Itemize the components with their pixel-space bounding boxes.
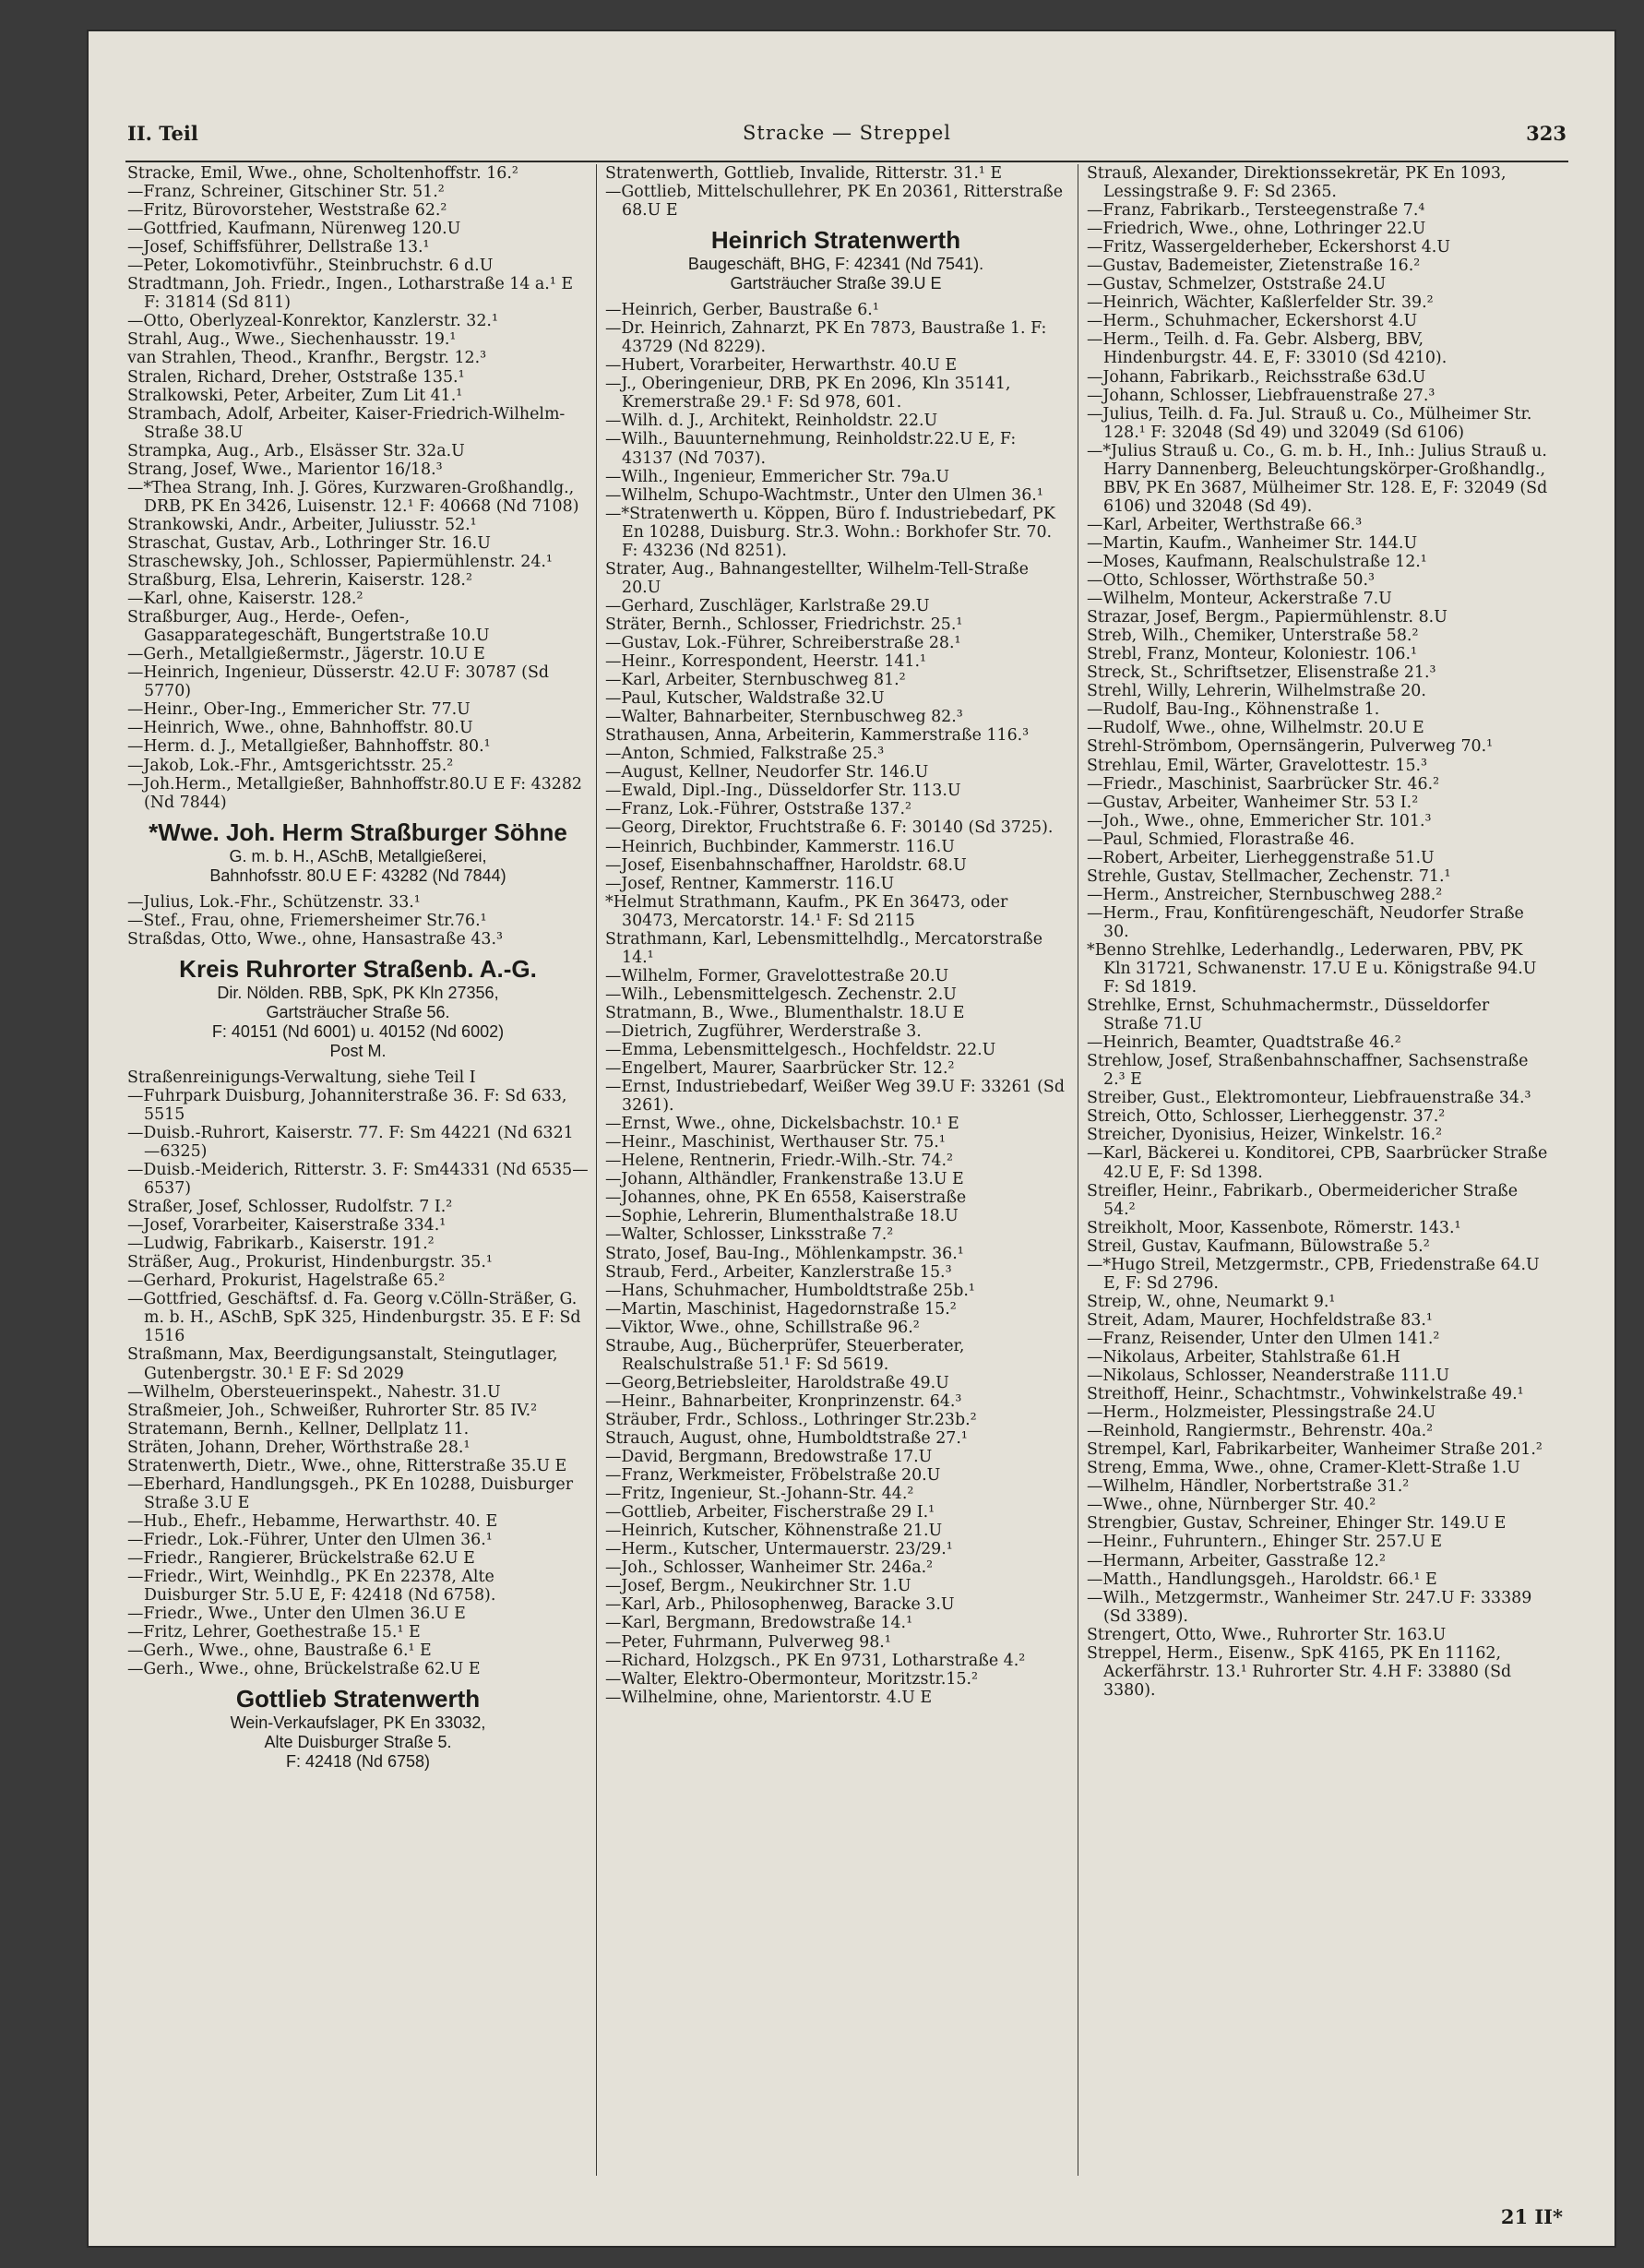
directory-entry: —Ewald, Dipl.-Ing., Düsseldorfer Str. 113.U (605, 782, 961, 801)
directory-entry: Strempel, Karl, Fabrikarbeiter, Wanheimer Straße 201.² (1087, 1440, 1543, 1460)
directory-entry: —Johann, Fabrikarb., Reichsstraße 63d.U (1087, 367, 1426, 387)
directory-entry: —Wilhelm, Former, Gravelottestraße 20.U (605, 966, 949, 985)
directory-entry: Straßburg, Elsa, Lehrerin, Kaiserstr. 128.² (127, 571, 472, 591)
directory-entry: —Gerhard, Zuschläger, Karlstraße 29.U (605, 596, 930, 615)
directory-entry: Straschat, Gustav, Arb., Lothringer Str. 16.U (127, 533, 491, 553)
directory-entry: Streithoff, Heinr., Schachtmstr., Vohwinkelstraße 49.¹ (1087, 1385, 1524, 1404)
directory-entry: —Karl, Arbeiter, Werthstraße 66.³ (1087, 515, 1363, 534)
advertisement-heinrich (605, 225, 1066, 293)
directory-entry: Sträten, Johann, Dreher, Wörthstraße 28.¹ (127, 1438, 471, 1457)
directory-entry: —Hans, Schuhmacher, Humboldtstraße 25b.¹ (605, 1281, 975, 1300)
directory-entry: Stratenwerth, Dietr., Wwe., ohne, Ritterstraße 35.U E (127, 1456, 567, 1475)
directory-entry: Streit, Adam, Maurer, Hochfeldstraße 83.¹ (1087, 1310, 1433, 1330)
directory-entry: —J., Oberingenieur, DRB, PK En 2096, Kln 35141, Kremerstraße 29.¹ F: Sd 978, 601. (605, 375, 1011, 412)
directory-entry: —Robert, Arbeiter, Lierheggenstraße 51.U (1087, 848, 1435, 867)
directory-entry: —Heinr., Korrespondent, Heerstr. 141.¹ (605, 652, 927, 672)
directory-entry: —Friedr., Rangierer, Brückelstraße 62.U E (127, 1549, 475, 1568)
directory-entry: Strathausen, Anna, Arbeiterin, Kammerstraße 116.³ (605, 726, 1030, 746)
directory-entry: —Fritz, Lehrer, Goethestraße 15.¹ E (127, 1623, 421, 1642)
directory-entry: —Karl, Arb., Philosophenweg, Baracke 3.U (605, 1595, 955, 1615)
ad-title: Kreis Ruhrorter Straßenb. A.-G. (179, 954, 537, 983)
directory-entry: Strengbier, Gustav, Schreiner, Ehinger Str. 149.U E (1087, 1514, 1507, 1534)
directory-entry: —Karl, ohne, Kaiserstr. 128.² (127, 590, 363, 609)
directory-entry: —Friedrich, Wwe., ohne, Lothringer 22.U (1087, 220, 1426, 239)
directory-entry: Stratemann, Bernh., Kellner, Dellplatz 11. (127, 1419, 470, 1438)
entry-list (605, 301, 1066, 1707)
directory-entry: —Joh., Schlosser, Wanheimer Str. 246a.² (605, 1558, 934, 1578)
directory-entry: —Gustav, Arbeiter, Wanheimer Str. 53 I.² (1087, 793, 1419, 812)
directory-entry: —Heinr., Bahnarbeiter, Kronprinzenstr. 64.³ (605, 1391, 962, 1411)
directory-entry: Streicher, Dyonisius, Heizer, Winkelstr. 16.² (1087, 1126, 1443, 1145)
column-2 (605, 164, 1066, 1707)
directory-entry: Strauß, Alexander, Direktionssekretär, PK En 1093, Lessingstraße 9. F: Sd 2365. (1087, 164, 1507, 202)
directory-entry: —*Hugo Streil, Metzgermstr., CPB, Friedenstraße 64.U E, F: Sd 2796. (1087, 1255, 1540, 1293)
directory-entry: —David, Bergmann, Bredowstraße 17.U (605, 1448, 933, 1467)
directory-entry: Sträuber, Frdr., Schloss., Lothringer Str.23b.² (605, 1410, 977, 1429)
directory-entry: —Moses, Kaufmann, Realschulstraße 12.¹ (1087, 552, 1427, 571)
column-3 (1087, 164, 1548, 1700)
directory-entry: —Rudolf, Wwe., ohne, Wilhelmstr. 20.U E (1087, 719, 1424, 738)
directory-entry: —*Julius Strauß u. Co., G. m. b. H., Inh.: Julius Strauß u. Harry Dannenberg, Beleuchtungskörper-Großhandlg., BBV, PK En 3687, Mülheimer Str. 128. E, F: 32049 (Sd 6106) und 32048 (Sd 49). (1087, 441, 1548, 516)
directory-entry: —Gottlieb, Arbeiter, Fischerstraße 29 I.¹ (605, 1503, 935, 1522)
directory-entry: Strater, Aug., Bahnangestellter, Wilhelm-Tell-Straße 20.U (605, 559, 1029, 597)
directory-entry: —Franz, Reisender, Unter den Ulmen 141.² (1087, 1329, 1440, 1348)
directory-entry: —Georg,Betriebsleiter, Haroldstraße 49.U (605, 1373, 949, 1392)
directory-entry: —Heinrich, Wwe., ohne, Bahnhoffstr. 80.U (127, 719, 473, 738)
directory-entry: —Franz, Fabrikarb., Tersteegenstraße 7.⁴ (1087, 201, 1425, 221)
directory-entry: Strehlke, Ernst, Schuhmachermstr., Düsseldorfer Straße 71.U (1087, 997, 1490, 1034)
directory-entry: —Hub., Ehefr., Hebamme, Herwarthstr. 40. E (127, 1511, 498, 1531)
signature-mark: 21 II* (1500, 2205, 1563, 2228)
directory-entry: —Viktor, Wwe., ohne, Schillstraße 96.² (605, 1318, 920, 1337)
directory-entry: —Heinrich, Beamter, Quadtstraße 46.² (1087, 1033, 1401, 1053)
directory-entry: Strampka, Aug., Arb., Elsässer Str. 32a.U (127, 441, 465, 460)
directory-entry: —*Stratenwerth u. Köppen, Büro f. Industriebedarf, PK En 10288, Duisburg. Str.3. Wohn.: Borkhofer Str. 70. F: 43236 (Nd 8251). (605, 504, 1055, 560)
directory-entry: —Heinrich, Buchbinder, Kammerstr. 116.U (605, 837, 955, 856)
directory-entry: —Wilhelmine, ohne, Marientorstr. 4.U E (605, 1688, 933, 1707)
ad-lines (127, 847, 589, 886)
directory-entry: —Karl, Bäckerei u. Konditorei, CPB, Saarbrücker Straße 42.U E, F: Sd 1398. (1087, 1144, 1548, 1182)
entry-list (127, 164, 589, 812)
directory-entry: —Wwe., ohne, Nürnberger Str. 40.² (1087, 1496, 1376, 1515)
directory-entry: —Heinrich, Wächter, Kaßlerfelder Str. 39.² (1087, 293, 1434, 313)
directory-entry: —Nikolaus, Schlosser, Neanderstraße 111.U (1087, 1367, 1449, 1386)
directory-entry: Straßburger, Aug., Herde-, Oefen-, Gasapparategeschäft, Bungertstraße 10.U (127, 608, 490, 646)
directory-entry: Streppel, Herm., Eisenw., SpK 4165, PK En 11162, Ackerfährstr. 13.¹ Ruhrorter Str. 4.H F: 33880 (Sd 3380). (1087, 1643, 1512, 1700)
directory-entry: —Georg, Direktor, Fruchtstraße 6. F: 30140 (Sd 3725). (605, 818, 1054, 838)
directory-entry: —Franz, Werkmeister, Fröbelstraße 20.U (605, 1466, 941, 1486)
ad-line: Post M. (329, 1041, 387, 1060)
directory-entry: —Josef, Eisenbahnschaffner, Haroldstr. 68.U (605, 855, 967, 875)
directory-entry: —Karl, Arbeiter, Sternbuschweg 81.² (605, 671, 906, 690)
directory-entry: —Duisb.-Ruhrort, Kaiserstr. 77. F: Sm 44221 (Nd 6321—6325) (127, 1123, 574, 1161)
directory-entry: —Heinr., Ober-Ing., Emmericher Str. 77.U (127, 700, 471, 720)
ad-title: Heinrich Stratenwerth (710, 226, 961, 255)
directory-entry: —Josef, Vorarbeiter, Kaiserstraße 334.¹ (127, 1216, 447, 1235)
directory-entry: Stratenwerth, Gottlieb, Invalide, Ritterstr. 31.¹ E (605, 164, 1003, 183)
directory-entry: —August, Kellner, Neudorfer Str. 146.U (605, 763, 929, 782)
ad-line: Gartsträucher Straße 56. (266, 1002, 450, 1021)
directory-entry: —Nikolaus, Arbeiter, Stahlstraße 61.H (1087, 1348, 1400, 1367)
directory-entry: —Otto, Schlosser, Wörthstraße 50.³ (1087, 571, 1375, 591)
directory-entry: —Wilh., Bauunternehmung, Reinholdstr.22.U E, F: 43137 (Nd 7037). (605, 430, 1017, 468)
ad-lines (605, 255, 1066, 293)
ad-line: Baugeschäft, BHG, F: 42341 (Nd 7541). (687, 255, 984, 274)
ad-title: Gottlieb Stratenwerth (235, 1685, 481, 1713)
ad-line: Gartsträucher Straße 39.U E (730, 274, 942, 293)
directory-entry: Strazar, Josef, Bergm., Papiermühlenstr. 8.U (1087, 608, 1447, 627)
directory-entry: Straschewsky, Joh., Schlosser, Papiermühlenstr. 24.¹ (127, 552, 553, 571)
directory-entry: —Jakob, Lok.-Fhr., Amtsgerichtsstr. 25.² (127, 756, 454, 775)
directory-entry: —Joh.Herm., Metallgießer, Bahnhoffstr.80.U E F: 43282 (Nd 7844) (127, 774, 582, 812)
directory-entry: —Gerh., Metallgießermstr., Jägerstr. 10.U E (127, 645, 485, 664)
directory-entry: Stratmann, B., Wwe., Blumenthalstr. 18.U E (605, 1003, 965, 1022)
directory-entry: —Fuhrpark Duisburg, Johanniterstraße 36. F: Sd 633, 5515 (127, 1086, 567, 1124)
directory-entry: Streng, Emma, Wwe., ohne, Cramer-Klett-Straße 1.U (1087, 1459, 1520, 1478)
directory-entry: —Dr. Heinrich, Zahnarzt, PK En 7873, Baustraße 1. F: 43729 (Nd 8229). (605, 319, 1047, 357)
directory-entry: Strauch, August, ohne, Humboldtstraße 27.¹ (605, 1429, 968, 1448)
directory-entry: —Gustav, Schmelzer, Oststraße 24.U (1087, 275, 1387, 294)
ad-line: Bahnhofsstr. 80.U E F: 43282 (Nd 7844) (209, 865, 506, 885)
directory-entry: —Franz, Schreiner, Gitschiner Str. 51.² (127, 183, 445, 202)
directory-entry: —Martin, Maschinist, Hagedornstraße 15.² (605, 1299, 957, 1319)
directory-entry: —Joh., Wwe., ohne, Emmericher Str. 101.³ (1087, 811, 1432, 830)
directory-entry: —Julius, Lok.-Fhr., Schützenstr. 33.¹ (127, 892, 421, 912)
directory-entry: —Emma, Lebensmittelgesch., Hochfeldstr. 22.U (605, 1041, 996, 1060)
directory-entry: —Wilhelm, Schupo-Wachtmstr., Unter den Ulmen 36.¹ (605, 485, 1043, 505)
directory-entry: Streb, Wilh., Chemiker, Unterstraße 58.² (1087, 627, 1419, 646)
ad-lines (127, 984, 589, 1061)
directory-entry: —Reinhold, Rangiermstr., Behrenstr. 40a.² (1087, 1422, 1434, 1441)
ad-line: F: 42418 (Nd 6758) (285, 1752, 431, 1772)
directory-entry: —Julius, Teilh. d. Fa. Jul. Strauß u. Co., Mülheimer Str. 128.¹ F: 32048 (Sd 49) und 32049 (Sd 6106) (1087, 404, 1532, 442)
directory-entry: —Otto, Oberlyzeal-Konrektor, Kanzlerstr. 32.¹ (127, 312, 498, 331)
directory-entry: —Gerh., Wwe., ohne, Baustraße 6.¹ E (127, 1641, 432, 1661)
directory-entry: —Paul, Schmied, Florastraße 46. (1087, 830, 1355, 849)
directory-entry: Straßenreinigungs-Verwaltung, siehe Teil I (127, 1068, 476, 1087)
directory-entry: —Herm., Schuhmacher, Eckershorst 4.U (1087, 312, 1418, 331)
directory-entry: Streich, Otto, Schlosser, Lierheggenstr. 37.² (1087, 1107, 1446, 1127)
directory-entry: Strehlow, Josef, Straßenbahnschaffner, Sachsenstraße 2.³ E (1087, 1052, 1529, 1090)
directory-entry: —Paul, Kutscher, Waldstraße 32.U (605, 689, 885, 709)
directory-entry: —Gustav, Lok.-Führer, Schreiberstraße 28.¹ (605, 633, 961, 652)
directory-entry: van Strahlen, Theod., Kranfhr., Bergstr. 12.³ (127, 349, 487, 368)
directory-entry: —Gottlieb, Mittelschullehrer, PK En 20361, Ritterstraße 68.U E (605, 183, 1064, 221)
directory-entry: —Walter, Bahnarbeiter, Sternbuschweg 82.³ (605, 708, 963, 727)
directory-entry: Streiber, Gust., Elektromonteur, Liebfrauenstraße 34.³ (1087, 1089, 1531, 1108)
directory-entry: —Gerhard, Prokurist, Hagelstraße 65.² (127, 1271, 446, 1291)
directory-entry: Strengert, Otto, Wwe., Ruhrorter Str. 163.U (1087, 1625, 1447, 1644)
directory-entry: Strathmann, Karl, Lebensmittelhdlg., Mercatorstraße 14.¹ (605, 929, 1043, 967)
directory-entry: Stracke, Emil, Wwe., ohne, Scholtenhoffstr. 16.² (127, 164, 518, 183)
directory-entry: Sträßer, Aug., Prokurist, Hindenburgstr. 35.¹ (127, 1253, 493, 1272)
directory-entry: Strebl, Franz, Monteur, Koloniestr. 106.¹ (1087, 645, 1417, 664)
directory-entry: —Walter, Elektro-Obermonteur, Moritzstr.15.² (605, 1669, 979, 1689)
directory-entry: Strehl, Willy, Lehrerin, Wilhelmstraße 20. (1087, 682, 1426, 701)
directory-entry: Straßmann, Max, Beerdigungsanstalt, Steingutlager, Gutenbergstr. 30.¹ E F: Sd 2029 (127, 1345, 558, 1383)
directory-entry: —Fritz, Wassergelderheber, Eckershorst 4.U (1087, 238, 1450, 257)
directory-entry: —Heinrich, Kutscher, Köhnenstraße 21.U (605, 1522, 943, 1541)
name-range: Stracke — Streppel (743, 122, 951, 144)
directory-entry: —Herm., Teilh. d. Fa. Gebr. Alsberg, BBV, Hindenburgstr. 44. E, F: 33010 (Sd 4210). (1087, 330, 1447, 368)
column-divider (596, 164, 597, 2176)
directory-entry: —Dietrich, Zugführer, Werderstraße 3. (605, 1021, 922, 1041)
directory-entry: Stradtmann, Joh. Friedr., Ingen., Lotharstraße 14 a.¹ E F: 31814 (Sd 811) (127, 275, 574, 313)
directory-entry: *Benno Strehlke, Lederhandlg., Lederwaren, PBV, PK Kln 31721, Schwanenstr. 17.U E u. Königstraße 94.U F: Sd 1819. (1087, 940, 1537, 997)
directory-entry: —Matth., Handlungsgeh., Haroldstr. 66.¹ E (1087, 1570, 1437, 1589)
directory-entry: —Franz, Lok.-Führer, Oststraße 137.² (605, 800, 911, 819)
directory-entry: —Walter, Schlosser, Linksstraße 7.² (605, 1225, 894, 1245)
directory-entry: —Karl, Bergmann, Bredowstraße 14.¹ (605, 1614, 913, 1633)
directory-entry: —Rudolf, Bau-Ing., Köhnenstraße 1. (1087, 700, 1380, 720)
directory-entry: —Josef, Rentner, Kammerstr. 116.U (605, 874, 895, 893)
directory-entry: Streikholt, Moor, Kassenbote, Römerstr. 143.¹ (1087, 1218, 1461, 1237)
directory-entry: —Friedr., Wirt, Weinhdlg., PK En 22378, Alte Duisburger Str. 5.U E, F: 42418 (Nd 6758). (127, 1568, 496, 1606)
directory-entry: —Friedr., Maschinist, Saarbrücker Str. 46.² (1087, 774, 1440, 794)
directory-entry: —Johann, Schlosser, Liebfrauenstraße 27.³ (1087, 386, 1436, 405)
directory-entry: —Ludwig, Fabrikarb., Kaiserstr. 191.² (127, 1235, 435, 1254)
directory-entry: Straub, Ferd., Arbeiter, Kanzlerstraße 15.³ (605, 1262, 952, 1282)
directory-entry: Strato, Josef, Bau-Ing., Möhlenkampstr. 36.¹ (605, 1244, 964, 1263)
directory-entry: Streip, W., ohne, Neumarkt 9.¹ (1087, 1292, 1336, 1311)
directory-entry: —Ernst, Wwe., ohne, Dickelsbachstr. 10.¹ E (605, 1115, 959, 1134)
directory-entry: Straßdas, Otto, Wwe., ohne, Hansastraße 43.³ (127, 929, 503, 949)
directory-entry: Straube, Aug., Bücherprüfer, Steuerberater, Realschulstraße 51.¹ F: Sd 5619. (605, 1336, 965, 1374)
header-rule (125, 161, 1568, 162)
directory-entry: —Engelbert, Maurer, Saarbrücker Str. 12.² (605, 1059, 955, 1079)
directory-entry: Strahl, Aug., Wwe., Siechenhausstr. 19.¹ (127, 330, 457, 350)
directory-entry: —Duisb.-Meiderich, Ritterstr. 3. F: Sm44331 (Nd 6535—6537) (127, 1161, 589, 1199)
directory-entry: —Peter, Fuhrmann, Pulverweg 98.¹ (605, 1632, 891, 1652)
directory-entry: —Hubert, Vorarbeiter, Herwarthstr. 40.U E (605, 356, 958, 376)
part-label: II. Teil (127, 122, 198, 145)
directory-entry: —Wilh. d. J., Architekt, Reinholdstr. 22.U (605, 412, 938, 431)
directory-entry: —Herm., Holzmeister, Plessingstraße 24.U (1087, 1403, 1436, 1423)
directory-entry: —Martin, Kaufm., Wanheimer Str. 144.U (1087, 533, 1418, 553)
directory-entry: —Helene, Rentnerin, Friedr.-Wilh.-Str. 74.² (605, 1152, 953, 1171)
directory-entry: Strehle, Gustav, Stellmacher, Zechenstr. 71.¹ (1087, 866, 1451, 886)
directory-entry: —Friedr., Lok.-Führer, Unter den Ulmen 36.¹ (127, 1530, 493, 1549)
directory-entry: —*Thea Strang, Inh. J. Göres, Kurzwaren-Großhandlg., DRB, PK En 3426, Luisenstr. 12.¹ F: 40668 (Nd 7108) (127, 478, 579, 516)
directory-entry: —Fritz, Ingenieur, St.-Johann-Str. 44.² (605, 1485, 914, 1504)
entry-list (1087, 164, 1548, 1700)
directory-entry: Streck, St., Schriftsetzer, Elisenstraße 21.³ (1087, 663, 1436, 683)
directory-entry: *Helmut Strathmann, Kaufm., PK En 36473, oder 30473, Mercatorstr. 14.¹ F: Sd 2115 (605, 892, 1008, 930)
advertisement-ruhrorter (127, 954, 589, 1061)
directory-entry: Stralkowski, Peter, Arbeiter, Zum Lit 41.¹ (127, 386, 463, 405)
page-header (127, 122, 1567, 155)
page-number: 323 (1526, 122, 1567, 145)
directory-entry: —Peter, Lokomotivführ., Steinbruchstr. 6 d.U (127, 257, 494, 276)
ad-line: F: 40151 (Nd 6001) u. 40152 (Nd 6002) (211, 1021, 505, 1041)
directory-entry: —Hermann, Arbeiter, Gasstraße 12.² (1087, 1551, 1386, 1570)
directory-entry: —Wilh., Lebensmittelgesch. Zechenstr. 2.U (605, 985, 957, 1004)
directory-entry: Strambach, Adolf, Arbeiter, Kaiser-Friedrich-Wilhelm-Straße 38.U (127, 404, 566, 442)
ad-line: G. m. b. H., ASchB, Metallgießerei, (229, 846, 487, 865)
directory-entry: Straßer, Josef, Schlosser, Rudolfstr. 7 I.² (127, 1198, 453, 1217)
directory-entry: Streil, Gustav, Kaufmann, Bülowstraße 5.² (1087, 1236, 1430, 1256)
directory-entry: Straßmeier, Joh., Schweißer, Ruhrorter Str. 85 IV.² (127, 1401, 538, 1420)
entry-list (605, 164, 1066, 220)
advertisement-strassburger (127, 818, 589, 886)
directory-entry: —Johannes, ohne, PK En 6558, Kaiserstraße (605, 1188, 967, 1208)
directory-entry: —Fritz, Bürovorsteher, Weststraße 62.² (127, 201, 447, 221)
advertisement-gottlieb (127, 1684, 589, 1772)
directory-entry: —Heinrich, Ingenieur, Düsserstr. 42.U F: 30787 (Sd 5770) (127, 663, 550, 701)
directory-entry: —Friedr., Wwe., Unter den Ulmen 36.U E (127, 1605, 466, 1624)
directory-entry: —Heinr., Fuhruntern., Ehinger Str. 257.U E (1087, 1533, 1443, 1552)
directory-entry: Streifler, Heinr., Fabrikarb., Obermeidericher Straße 54.² (1087, 1181, 1519, 1219)
ad-line: Dir. Nölden. RBB, SpK, PK Kln 27356, (217, 983, 499, 1002)
directory-entry: —Wilhelm, Händler, Norbertstraße 31.² (1087, 1477, 1410, 1497)
entry-list (127, 1068, 589, 1679)
directory-entry: —Johann, Althändler, Frankenstraße 13.U E (605, 1170, 964, 1189)
directory-entry: —Stef., Frau, ohne, Friemersheimer Str.76.¹ (127, 911, 487, 930)
directory-entry: —Ernst, Industriebedarf, Weißer Weg 39.U F: 33261 (Sd 3261). (605, 1078, 1065, 1116)
directory-entry: Sträter, Bernh., Schlosser, Friedrichstr. 25.¹ (605, 615, 963, 634)
directory-entry: —Herm., Anstreicher, Sternbuschweg 288.² (1087, 885, 1443, 904)
directory-entry: —Wilh., Metzgermstr., Wanheimer Str. 247.U F: 33389 (Sd 3389). (1087, 1588, 1532, 1626)
column-1 (127, 164, 589, 1779)
ad-title: *Wwe. Joh. Herm Straßburger Söhne (149, 818, 567, 846)
directory-entry: —Heinrich, Gerber, Baustraße 6.¹ (605, 301, 879, 320)
directory-page (89, 31, 1614, 2246)
directory-entry: —Herm., Frau, Konfitürengeschäft, Neudorfer Straße 30. (1087, 903, 1524, 941)
ad-line: Alte Duisburger Straße 5. (264, 1733, 452, 1752)
directory-entry: —Herm., Kutscher, Untermauerstr. 23/29.¹ (605, 1540, 953, 1559)
directory-entry: —Wilhelm, Obersteuerinspekt., Nahestr. 31.U (127, 1382, 501, 1402)
directory-entry: —Josef, Bergm., Neukirchner Str. 1.U (605, 1577, 911, 1596)
directory-entry: —Gustav, Bademeister, Zietenstraße 16.² (1087, 257, 1421, 276)
ad-lines (127, 1713, 589, 1772)
directory-entry: —Josef, Schiffsführer, Dellstraße 13.¹ (127, 238, 430, 257)
directory-entry: —Eberhard, Handlungsgeh., PK En 10288, Duisburger Straße 3.U E (127, 1474, 574, 1512)
directory-entry: —Gottfried, Geschäftsf. d. Fa. Georg v.Cölln-Sträßer, G. m. b. H., ASchB, SpK 325, Hindenburgstr. 35. E F: Sd 1516 (127, 1290, 581, 1346)
directory-entry: —Herm. d. J., Metallgießer, Bahnhoffstr. 80.¹ (127, 737, 491, 757)
entry-list (127, 893, 589, 949)
directory-entry: —Anton, Schmied, Falkstraße 25.³ (605, 745, 885, 764)
directory-entry: Strehlau, Emil, Wärter, Gravelottestr. 15.³ (1087, 756, 1428, 775)
directory-entry: Strehl-Strömbom, Opernsängerin, Pulverweg 70.¹ (1087, 737, 1494, 757)
ad-line: Wein-Verkaufslager, PK En 33032, (230, 1713, 486, 1733)
directory-entry: Strang, Josef, Wwe., Marientor 16/18.³ (127, 460, 443, 479)
directory-entry: —Gottfried, Kaufmann, Nürenweg 120.U (127, 220, 461, 239)
directory-entry: —Richard, Holzgsch., PK En 9731, Lotharstraße 4.² (605, 1651, 1026, 1670)
directory-entry: —Wilh., Ingenieur, Emmericher Str. 79a.U (605, 467, 950, 486)
directory-entry: Strankowski, Andr., Arbeiter, Juliusstr. 52.¹ (127, 515, 477, 534)
directory-entry: Stralen, Richard, Dreher, Oststraße 135.¹ (127, 367, 465, 387)
directory-entry: —Gerh., Wwe., ohne, Brückelstraße 62.U E (127, 1660, 481, 1679)
directory-entry: —Wilhelm, Monteur, Ackerstraße 7.U (1087, 590, 1392, 609)
directory-entry: —Heinr., Maschinist, Werthauser Str. 75.¹ (605, 1133, 946, 1152)
directory-entry: —Sophie, Lehrerin, Blumenthalstraße 18.U (605, 1207, 959, 1226)
